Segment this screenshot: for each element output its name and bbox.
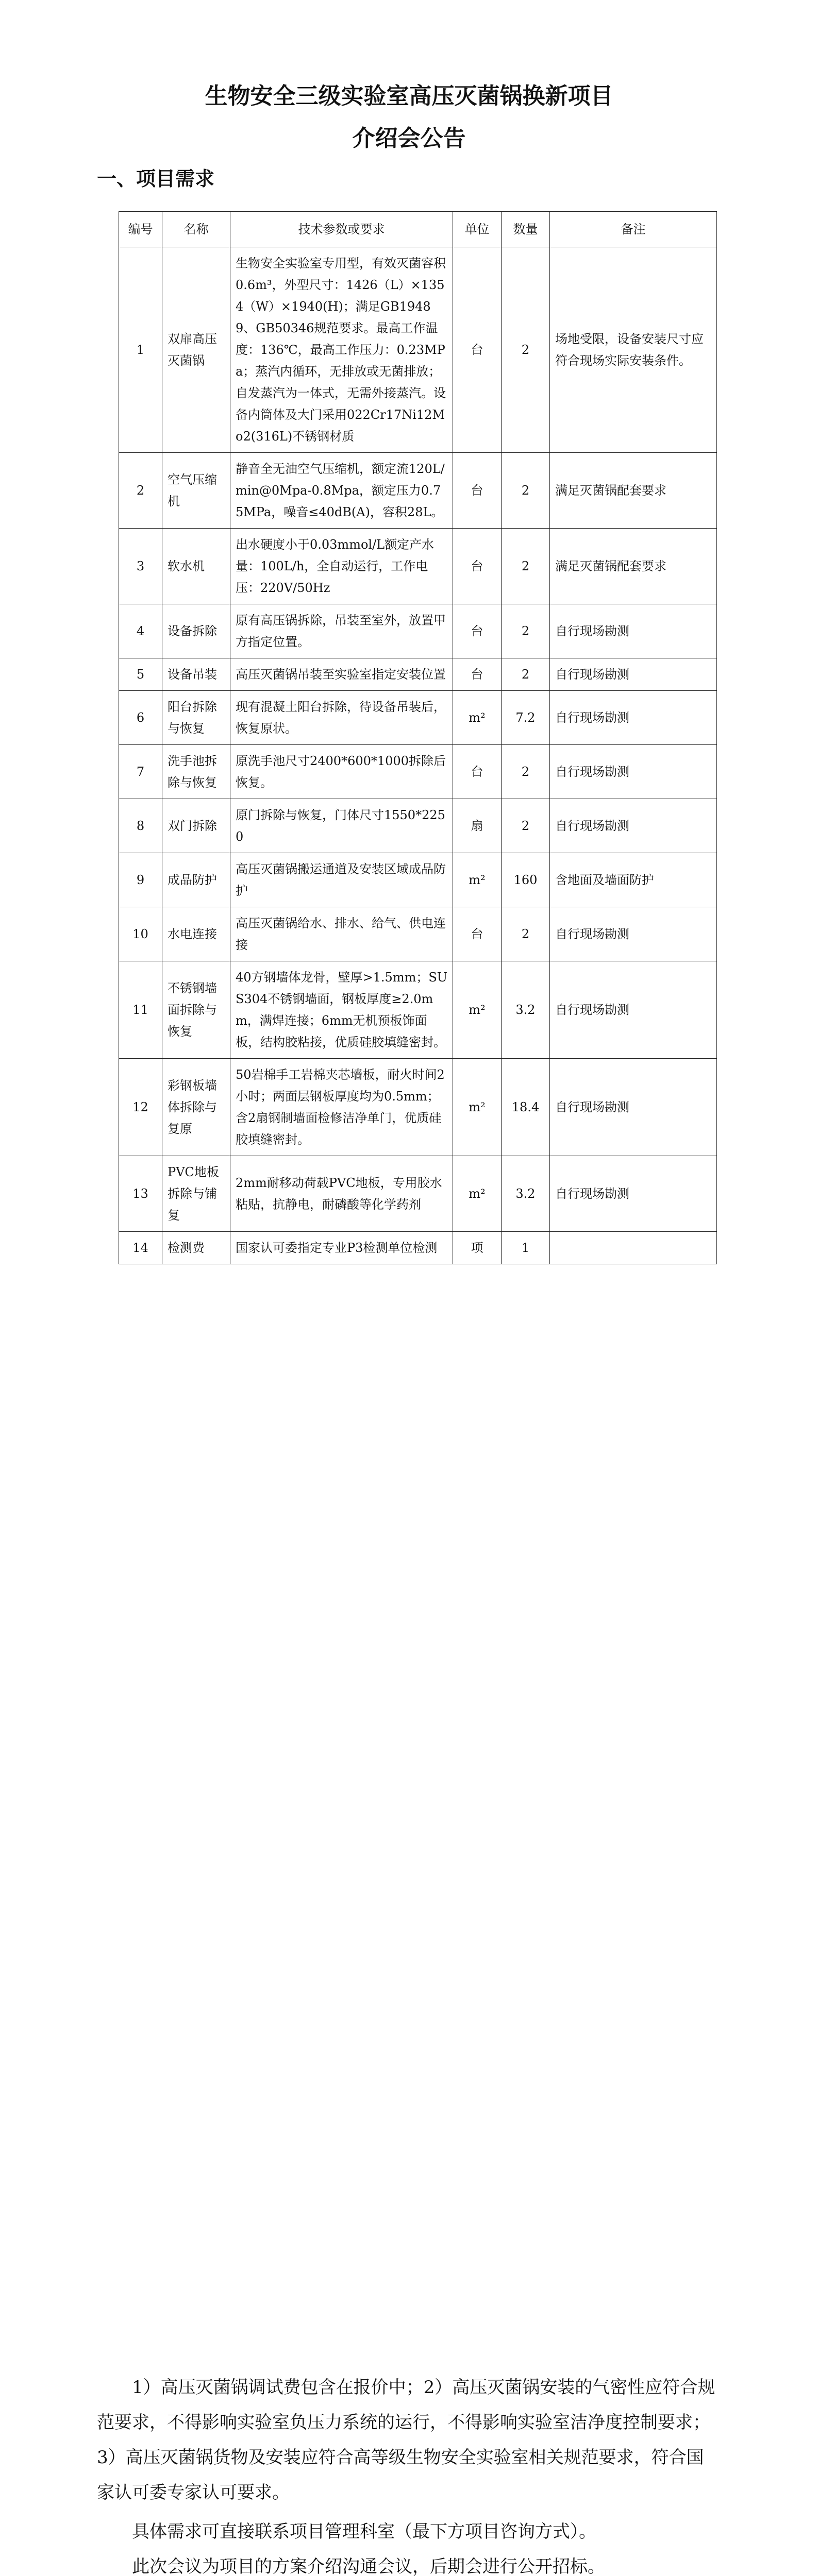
table-row	[119, 658, 717, 691]
cell-name: PVC地板拆除与铺复	[162, 1156, 230, 1232]
cell-spec: 国家认可委指定专业P3检测单位检测	[230, 1232, 453, 1264]
cell-no: 8	[119, 799, 162, 853]
cell-spec: 高压灭菌锅给水、排水、给气、供电连接	[230, 907, 453, 961]
cell-no: 4	[119, 604, 162, 658]
cell-spec: 高压灭菌锅吊装至实验室指定安装位置	[230, 658, 453, 691]
table-row	[119, 1156, 717, 1232]
cell-note	[550, 1232, 717, 1264]
cell-qty: 2	[502, 799, 550, 853]
cell-unit: m²	[453, 853, 502, 907]
table-row	[119, 961, 717, 1059]
cell-spec: 高压灭菌锅搬运通道及安装区域成品防护	[230, 853, 453, 907]
cell-no: 1	[119, 247, 162, 453]
cell-name: 双门拆除	[162, 799, 230, 853]
cell-note: 自行现场勘测	[550, 1156, 717, 1232]
cell-spec: 现有混凝土阳台拆除，待设备吊装后，恢复原状。	[230, 691, 453, 745]
cell-name: 水电连接	[162, 907, 230, 961]
cell-spec: 原洗手池尺寸2400*600*1000拆除后恢复。	[230, 745, 453, 799]
notes-paragraph: 1）高压灭菌锅调试费包含在报价中；2）高压灭菌锅安装的气密性应符合规范要求，不得影响实验室负压力系统的运行，不得影响实验室洁净度控制要求；3）高压灭菌锅货物及安装应符合高等级生物安全实验室相关规范要求，符合国家认可委专家认可要求。	[97, 2377, 715, 2503]
cell-note: 自行现场勘测	[550, 691, 717, 745]
cell-no: 9	[119, 853, 162, 907]
cell-qty: 160	[502, 853, 550, 907]
cell-qty: 7.2	[502, 691, 550, 745]
cell-unit: m²	[453, 691, 502, 745]
cell-qty: 18.4	[502, 1059, 550, 1156]
cell-spec: 原门拆除与恢复，门体尺寸1550*2250	[230, 799, 453, 853]
cell-unit: m²	[453, 1156, 502, 1232]
cell-name: 空气压缩机	[162, 453, 230, 529]
page-title: 生物安全三级实验室高压灭菌锅换新项目	[205, 83, 613, 109]
table-row	[119, 604, 717, 658]
cell-unit: m²	[453, 1059, 502, 1156]
cell-unit: m²	[453, 961, 502, 1059]
cell-unit: 台	[453, 453, 502, 529]
cell-qty: 2	[502, 529, 550, 604]
table-row	[119, 799, 717, 853]
cell-name: 彩钢板墙体拆除与复原	[162, 1059, 230, 1156]
cell-spec: 50岩棉手工岩棉夹芯墙板，耐火时间2小时；两面层钢板厚度均为0.5mm；含2扇钢制墙面检修洁净单门，优质硅胶填缝密封。	[230, 1059, 453, 1156]
cell-unit: 台	[453, 907, 502, 961]
cell-note: 满足灭菌锅配套要求	[550, 453, 717, 529]
cell-qty: 2	[502, 907, 550, 961]
table-row	[119, 453, 717, 529]
cell-qty: 2	[502, 604, 550, 658]
cell-spec: 40方钢墙体龙骨，壁厚>1.5mm；SUS304不锈钢墙面，钢板厚度≥2.0mm，满焊连接；6mm无机预板饰面板，结构胶粘接，优质硅胶填缝密封。	[230, 961, 453, 1059]
header-unit: 单位	[453, 212, 502, 247]
meeting-paragraph: 此次会议为项目的方案介绍沟通会议，后期会进行公开招标。	[132, 2556, 605, 2576]
table-row	[119, 853, 717, 907]
cell-unit: 扇	[453, 799, 502, 853]
cell-unit: 台	[453, 529, 502, 604]
cell-qty: 2	[502, 247, 550, 453]
cell-no: 14	[119, 1232, 162, 1264]
cell-unit: 台	[453, 658, 502, 691]
cell-unit: 台	[453, 604, 502, 658]
cell-note: 自行现场勘测	[550, 907, 717, 961]
header-no: 编号	[119, 212, 162, 247]
cell-spec: 出水硬度小于0.03mmol/L额定产水量：100L/h，全自动运行，工作电压：220V/50Hz	[230, 529, 453, 604]
cell-qty: 3.2	[502, 1156, 550, 1232]
cell-name: 阳台拆除与恢复	[162, 691, 230, 745]
cell-note: 自行现场勘测	[550, 745, 717, 799]
cell-note: 自行现场勘测	[550, 604, 717, 658]
cell-note: 满足灭菌锅配套要求	[550, 529, 717, 604]
cell-note: 自行现场勘测	[550, 799, 717, 853]
cell-no: 2	[119, 453, 162, 529]
cell-no: 6	[119, 691, 162, 745]
cell-name: 设备吊装	[162, 658, 230, 691]
contact-paragraph: 具体需求可直接联系项目管理科室（最下方项目咨询方式）。	[132, 2521, 596, 2542]
table-row	[119, 745, 717, 799]
header-qty: 数量	[502, 212, 550, 247]
cell-name: 洗手池拆除与恢复	[162, 745, 230, 799]
cell-no: 3	[119, 529, 162, 604]
cell-no: 7	[119, 745, 162, 799]
cell-spec: 原有高压锅拆除，吊装至室外，放置甲方指定位置。	[230, 604, 453, 658]
table-row	[119, 1232, 717, 1264]
cell-no: 5	[119, 658, 162, 691]
table-row	[119, 1059, 717, 1156]
cell-name: 设备拆除	[162, 604, 230, 658]
cell-note: 自行现场勘测	[550, 1059, 717, 1156]
cell-spec: 2mm耐移动荷载PVC地板，专用胶水粘贴，抗静电，耐磷酸等化学药剂	[230, 1156, 453, 1232]
cell-qty: 2	[502, 453, 550, 529]
cell-qty: 2	[502, 658, 550, 691]
header-spec: 技术参数或要求	[230, 212, 453, 247]
cell-qty: 2	[502, 745, 550, 799]
cell-note: 自行现场勘测	[550, 961, 717, 1059]
table-header-row	[119, 212, 717, 247]
cell-no: 10	[119, 907, 162, 961]
cell-note: 自行现场勘测	[550, 658, 717, 691]
header-name: 名称	[162, 212, 230, 247]
cell-unit: 台	[453, 745, 502, 799]
table-row	[119, 247, 717, 453]
table-row	[119, 907, 717, 961]
cell-name: 软水机	[162, 529, 230, 604]
section-heading-requirements: 一、项目需求	[97, 167, 215, 190]
cell-no: 12	[119, 1059, 162, 1156]
requirements-table	[119, 211, 717, 1264]
cell-no: 11	[119, 961, 162, 1059]
cell-name: 成品防护	[162, 853, 230, 907]
cell-no: 13	[119, 1156, 162, 1232]
cell-qty: 3.2	[502, 961, 550, 1059]
cell-spec: 生物安全实验室专用型，有效灭菌容积0.6m³，外型尺寸：1426（L）×1354（W）×1940(H)；满足GB19489、GB50346规范要求。最高工作温度：136℃，最高工作压力：0.23MPa；蒸汽内循环，无排放或无菌排放；自发蒸汽为一体式，无需外接蒸汽。设备内筒体及大门采用022Cr17Ni12Mo2(316L)不锈钢材质	[230, 247, 453, 453]
cell-spec: 静音全无油空气压缩机，额定流120L/min@0Mpa-0.8Mpa，额定压力0.75MPa，噪音≤40dB(A)，容积28L。	[230, 453, 453, 529]
cell-qty: 1	[502, 1232, 550, 1264]
cell-name: 不锈钢墙面拆除与恢复	[162, 961, 230, 1059]
table-row	[119, 529, 717, 604]
cell-name: 双扉高压灭菌锅	[162, 247, 230, 453]
cell-note: 含地面及墙面防护	[550, 853, 717, 907]
table-row	[119, 691, 717, 745]
cell-note: 场地受限，设备安装尺寸应符合现场实际安装条件。	[550, 247, 717, 453]
header-note: 备注	[550, 212, 717, 247]
page-subtitle: 介绍会公告	[352, 125, 466, 151]
cell-unit: 项	[453, 1232, 502, 1264]
cell-name: 检测费	[162, 1232, 230, 1264]
cell-unit: 台	[453, 247, 502, 453]
